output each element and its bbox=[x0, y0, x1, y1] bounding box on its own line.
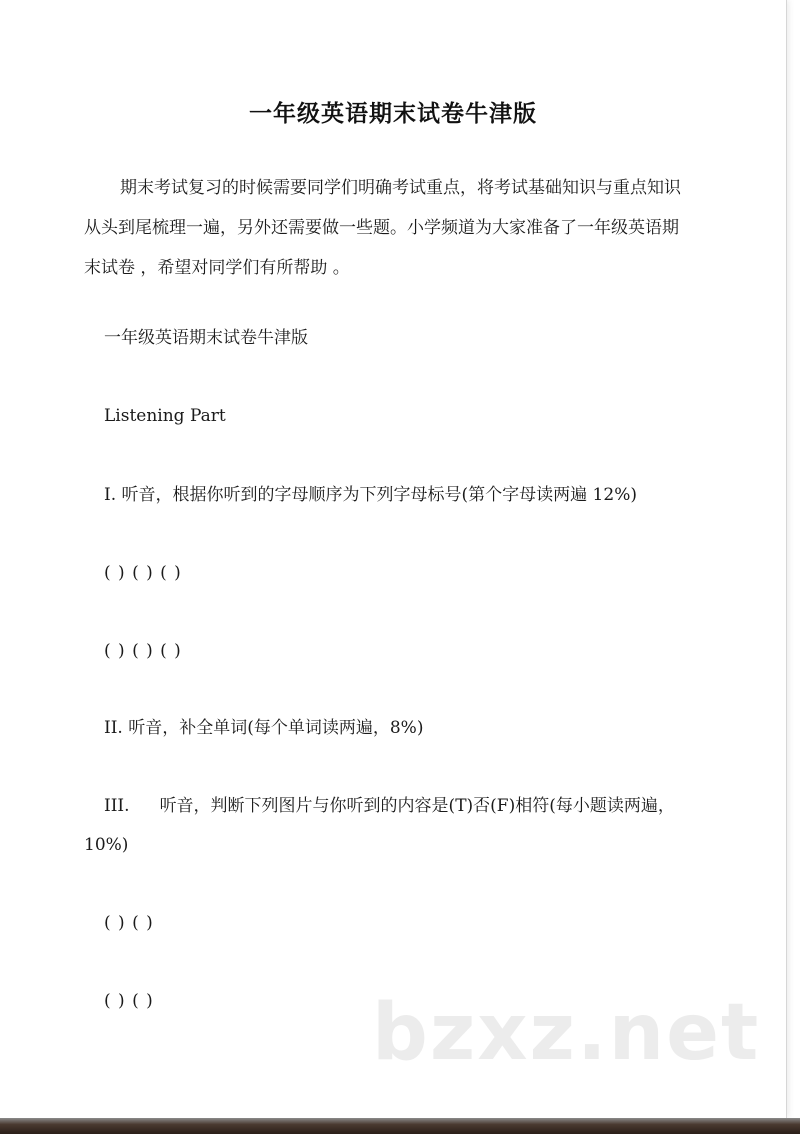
intro-paragraph: 期末考试复习的时候需要同学们明确考试重点，将考试基础知识与重点知识从头到尾梳理一遍，另外还需要做一些题。小学频道为大家准备了一年级英语期末试卷 ，希望对同学们有所帮助 。 bbox=[84, 178, 681, 278]
subtitle: 一年级英语期末试卷牛津版 bbox=[104, 328, 308, 348]
answer-blanks-3a: ( ) ( ) bbox=[104, 913, 154, 933]
section-heading: Listening Part bbox=[104, 406, 226, 426]
question-3-text: 听音，判断下列图片与你听到的内容是(T)否(F)相符(每小题读两遍， bbox=[159, 796, 675, 816]
answer-blanks-1a: ( ) ( ) ( ) bbox=[104, 563, 182, 583]
question-3-continuation: 10%) bbox=[84, 835, 129, 855]
answer-blanks-1b: ( ) ( ) ( ) bbox=[104, 641, 182, 661]
document-title: 一年级英语期末试卷牛津版 bbox=[249, 101, 537, 127]
question-2: II. 听音，补全单词(每个单词读两遍，8%) bbox=[104, 718, 424, 738]
page-bottom-edge bbox=[0, 1118, 800, 1134]
question-3-number: III. bbox=[104, 796, 130, 816]
answer-blanks-3b: ( ) ( ) bbox=[104, 991, 154, 1011]
question-3 bbox=[104, 794, 675, 818]
question-1: I. 听音，根据你听到的字母顺序为下列字母标号(第个字母读两遍 12%) bbox=[104, 485, 637, 505]
watermark: bzxz.net bbox=[372, 988, 761, 1078]
